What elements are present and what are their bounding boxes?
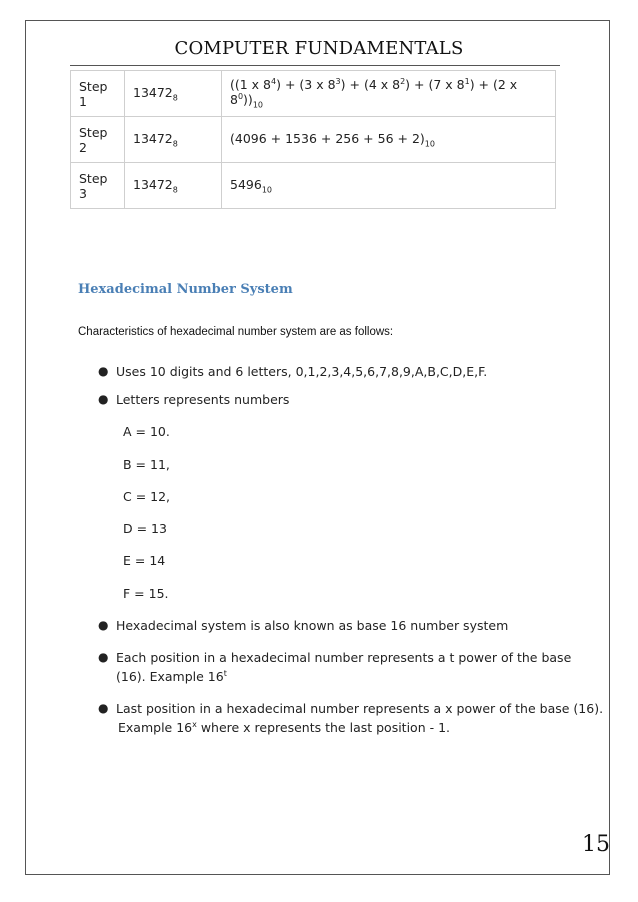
number-base: 8 <box>172 139 178 149</box>
expr-text: ) + (3 x 8 <box>276 77 336 93</box>
text-part: (16). Example 16 <box>116 669 224 685</box>
octal-number <box>125 163 222 209</box>
bullet-icon: ● <box>98 392 109 406</box>
bullet-icon: ● <box>98 618 109 632</box>
exponent: 0 <box>237 92 244 102</box>
exponent: 1 <box>464 77 470 87</box>
exponent: t <box>223 669 227 678</box>
letter-value-text: D = 13 <box>123 521 167 536</box>
step-label: Step 1 <box>71 71 125 117</box>
header-rule <box>70 65 560 66</box>
number-base: 8 <box>172 185 178 195</box>
intro-paragraph: Characteristics of hexadecimal number system are as follows: <box>78 326 394 338</box>
expr-base: 10 <box>252 100 263 110</box>
section-heading: Hexadecimal Number System <box>78 282 293 297</box>
octal-number <box>125 71 222 117</box>
table-row <box>71 117 556 163</box>
list-item-text: Each position in a hexadecimal number represents a t power of the base <box>116 650 572 665</box>
list-item-text: Uses 10 digits and 6 letters, 0,1,2,3,4,5,6,7,8,9,A,B,C,D,E,F. <box>116 364 488 379</box>
page-header-title: COMPUTER FUNDAMENTALS <box>174 38 464 59</box>
list-item-text: Hexadecimal system is also known as base 16 number system <box>116 618 509 633</box>
table-row <box>71 163 556 209</box>
text-part: where x represents the last position - 1. <box>196 720 451 736</box>
bullet-icon: ● <box>98 650 109 664</box>
expr-base: 10 <box>261 185 272 195</box>
exponent: 2 <box>400 77 406 87</box>
expr-text: 5496 <box>230 176 262 192</box>
list-item-text <box>118 720 450 735</box>
expr-text: ) + (2 x 8 <box>230 77 518 108</box>
conversion-steps-table <box>70 70 556 209</box>
number-digits: 13472 <box>133 84 173 100</box>
letter-value-text: C = 12, <box>123 489 171 504</box>
letter-value-text: F = 15. <box>123 586 169 601</box>
expr-text: ) + (7 x 8 <box>405 77 465 93</box>
expr-text: (4096 + 1536 + 256 + 56 + 2) <box>230 130 425 146</box>
step-label: Step 3 <box>71 163 125 209</box>
list-item-text <box>116 669 227 684</box>
number-digits: 13472 <box>133 176 173 192</box>
bullet-icon: ● <box>98 364 109 378</box>
letter-value-text: A = 10. <box>123 424 170 439</box>
expansion-expression <box>222 117 556 163</box>
exponent: 4 <box>271 77 277 87</box>
number-base: 8 <box>172 93 178 103</box>
expr-base: 10 <box>424 139 435 149</box>
text-part: Example 16 <box>118 720 193 736</box>
expr-text: ) + (4 x 8 <box>340 77 401 93</box>
letter-value-text: B = 11, <box>123 457 170 472</box>
list-item-text: Letters represents numbers <box>116 392 290 407</box>
expr-text: ((1 x 8 <box>230 77 272 93</box>
letter-value-text: E = 14 <box>123 553 166 568</box>
bullet-icon: ● <box>98 701 109 715</box>
list-item-text: Last position in a hexadecimal number represents a x power of the base (16). <box>116 701 604 716</box>
expansion-expression <box>222 71 556 117</box>
expansion-expression <box>222 163 556 209</box>
octal-number <box>125 117 222 163</box>
exponent: x <box>192 720 197 729</box>
expr-text: )) <box>243 92 253 108</box>
page-number: 15 <box>582 832 610 857</box>
exponent: 3 <box>335 77 341 87</box>
number-digits: 13472 <box>133 130 173 146</box>
step-label: Step 2 <box>71 117 125 163</box>
table-row <box>71 71 556 117</box>
